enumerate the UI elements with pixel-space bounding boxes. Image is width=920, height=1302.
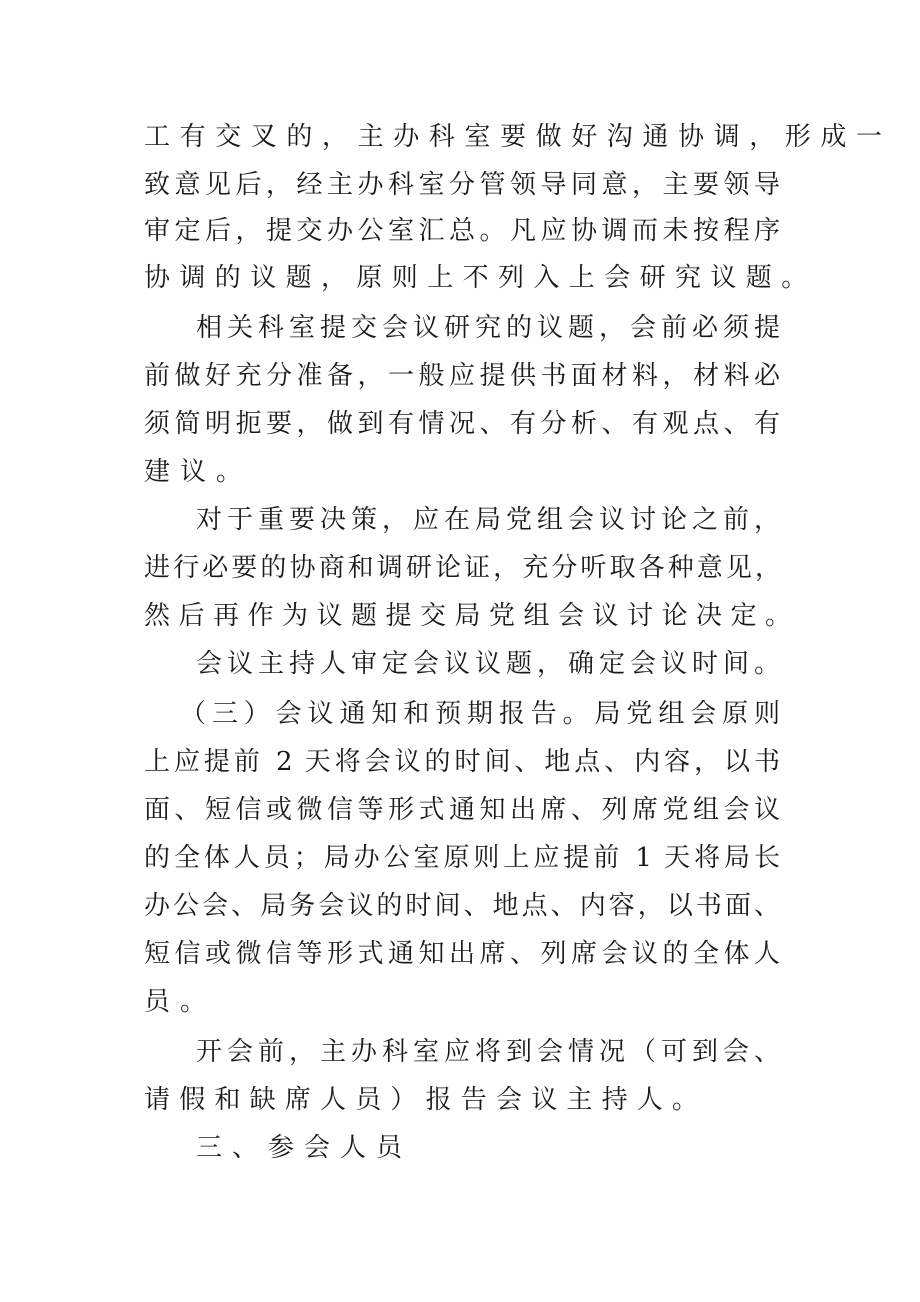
text-line: （三）会议通知和预期报告。局党组会原则 bbox=[180, 699, 780, 729]
text-line: 工有交叉的，主办科室要做好沟通协调，形成一 bbox=[144, 122, 892, 152]
text-line: 协调的议题，原则上不列入上会研究议题。 bbox=[144, 263, 817, 293]
text-line: 须简明扼要，做到有情况、有分析、有观点、有 bbox=[144, 409, 780, 439]
text-line: 前做好充分准备，一般应提供书面材料，材料必 bbox=[144, 361, 780, 391]
text-line: 相关科室提交会议研究的议题，会前必须提 bbox=[196, 313, 780, 343]
text-line: 请假和缺席人员）报告会议主持人。 bbox=[144, 1085, 708, 1115]
text-line: 开会前，主办科室应将到会情况（可到会、 bbox=[196, 1037, 780, 1067]
text-line: 上应提前 2 天将会议的时间、地点、内容，以书 bbox=[144, 747, 780, 777]
text-line: 办公会、局务会议的时间、地点、内容，以书面、 bbox=[144, 891, 780, 921]
text-line: 审定后，提交办公室汇总。凡应协调而未按程序 bbox=[144, 216, 780, 246]
text-line: 然后再作为议题提交局党组会议讨论决定。 bbox=[144, 601, 800, 631]
text-line: 员。 bbox=[144, 987, 217, 1017]
text-line: 建议。 bbox=[144, 457, 253, 487]
text-line: 对于重要决策，应在局党组会议讨论之前， bbox=[196, 505, 780, 535]
text-line: 短信或微信等形式通知出席、列席会议的全体人 bbox=[144, 939, 780, 969]
text-line: 的全体人员；局办公室原则上应提前 1 天将局长 bbox=[144, 843, 780, 873]
text-line: 致意见后，经主办科室分管领导同意，主要领导 bbox=[144, 170, 780, 200]
text-line: 进行必要的协商和调研论证，充分听取各种意见， bbox=[144, 553, 780, 583]
section-heading: 三、参会人员 bbox=[196, 1133, 413, 1163]
text-line: 会议主持人审定会议议题，确定会议时间。 bbox=[196, 649, 780, 679]
text-line: 面、短信或微信等形式通知出席、列席党组会议 bbox=[144, 795, 780, 825]
